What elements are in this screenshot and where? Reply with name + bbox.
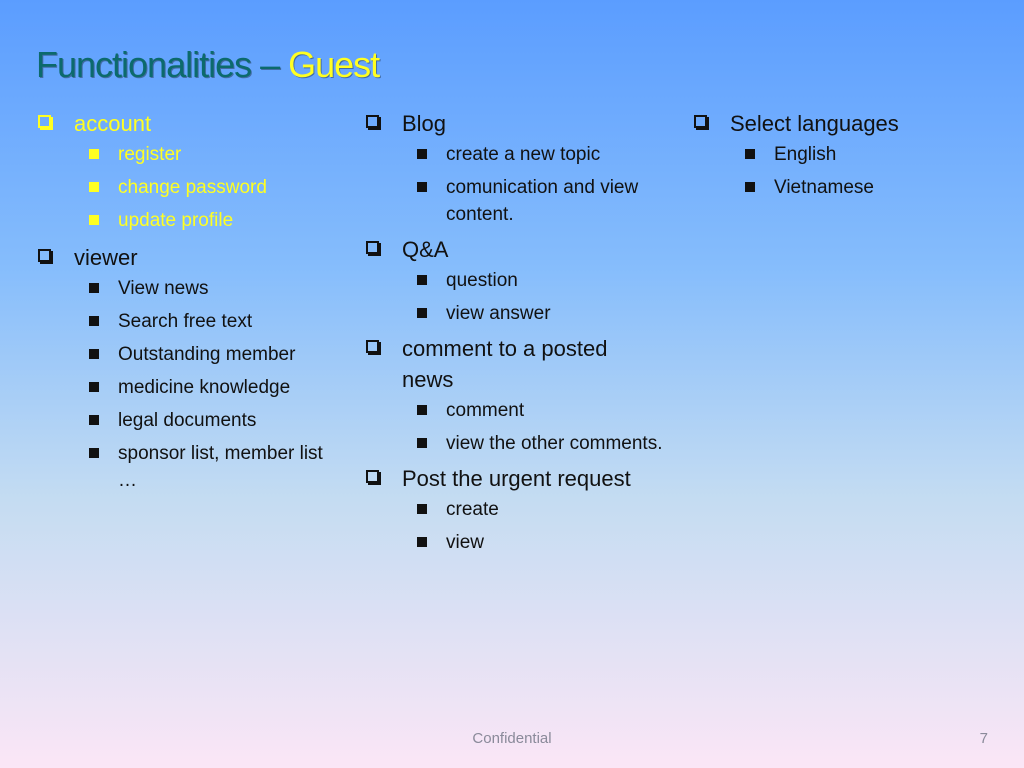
bullet-comment <box>364 333 664 395</box>
square-bullet-icon <box>89 182 99 192</box>
list-item: comment <box>364 397 664 424</box>
square-bullet-icon <box>89 283 99 293</box>
square-bullet-icon <box>89 215 99 225</box>
checkbox-bullet-icon <box>366 470 379 483</box>
list-item: sponsor list, member list … <box>36 440 346 494</box>
square-bullet-icon <box>417 149 427 159</box>
bullet-languages <box>692 108 992 139</box>
group-label: viewer <box>74 245 138 270</box>
bullet-blog <box>364 108 664 139</box>
square-bullet-icon <box>745 182 755 192</box>
group-label: Select languages <box>730 111 899 136</box>
square-bullet-icon <box>89 415 99 425</box>
footer-confidential: Confidential <box>472 730 552 747</box>
square-bullet-icon <box>417 438 427 448</box>
group-label: comment to a posted news <box>402 336 608 392</box>
title-highlight: Guest <box>288 44 380 85</box>
list-item: update profile <box>36 207 346 234</box>
checkbox-bullet-icon <box>366 340 379 353</box>
list-item: Search free text <box>36 308 346 335</box>
list-item: View news <box>36 275 346 302</box>
list-item: register <box>36 141 346 168</box>
checkbox-bullet-icon <box>38 249 51 262</box>
bullet-urgent-request <box>364 463 664 494</box>
list-item: medicine knowledge <box>36 374 346 401</box>
square-bullet-icon <box>417 308 427 318</box>
checkbox-bullet-icon <box>366 115 379 128</box>
square-bullet-icon <box>89 316 99 326</box>
group-comment <box>364 333 664 457</box>
list-item: Outstanding member <box>36 341 346 368</box>
list-item: view answer <box>364 300 664 327</box>
group-viewer <box>36 242 346 494</box>
list-item: legal documents <box>36 407 346 434</box>
bullet-account <box>36 108 346 139</box>
square-bullet-icon <box>89 149 99 159</box>
column-3 <box>692 108 992 201</box>
group-urgent-request <box>364 463 664 556</box>
list-item: English <box>692 141 992 168</box>
checkbox-bullet-icon <box>38 115 51 128</box>
group-account <box>36 108 346 234</box>
group-label: Q&A <box>402 237 449 262</box>
bullet-viewer <box>36 242 346 273</box>
list-item: comunication and view content. <box>364 174 664 228</box>
square-bullet-icon <box>417 537 427 547</box>
checkbox-bullet-icon <box>694 115 707 128</box>
square-bullet-icon <box>89 349 99 359</box>
group-blog <box>364 108 664 228</box>
square-bullet-icon <box>417 182 427 192</box>
group-label: Post the urgent request <box>402 466 631 491</box>
title-main: Functionalities – <box>36 44 289 85</box>
list-item: create a new topic <box>364 141 664 168</box>
square-bullet-icon <box>417 405 427 415</box>
square-bullet-icon <box>745 149 755 159</box>
list-item: create <box>364 496 664 523</box>
group-label: account <box>74 111 152 136</box>
bullet-qa <box>364 234 664 265</box>
list-item: Vietnamese <box>692 174 992 201</box>
list-item: question <box>364 267 664 294</box>
list-item: view the other comments. <box>364 430 664 457</box>
group-languages <box>692 108 992 201</box>
square-bullet-icon <box>417 504 427 514</box>
group-label: Blog <box>402 111 447 136</box>
column-1 <box>36 108 346 494</box>
square-bullet-icon <box>417 275 427 285</box>
list-item: view <box>364 529 664 556</box>
column-2 <box>364 108 664 556</box>
group-qa <box>364 234 664 327</box>
page-number: 7 <box>979 730 988 747</box>
square-bullet-icon <box>89 448 99 458</box>
checkbox-bullet-icon <box>366 241 379 254</box>
square-bullet-icon <box>89 382 99 392</box>
slide-title <box>36 44 379 86</box>
list-item: change password <box>36 174 346 201</box>
